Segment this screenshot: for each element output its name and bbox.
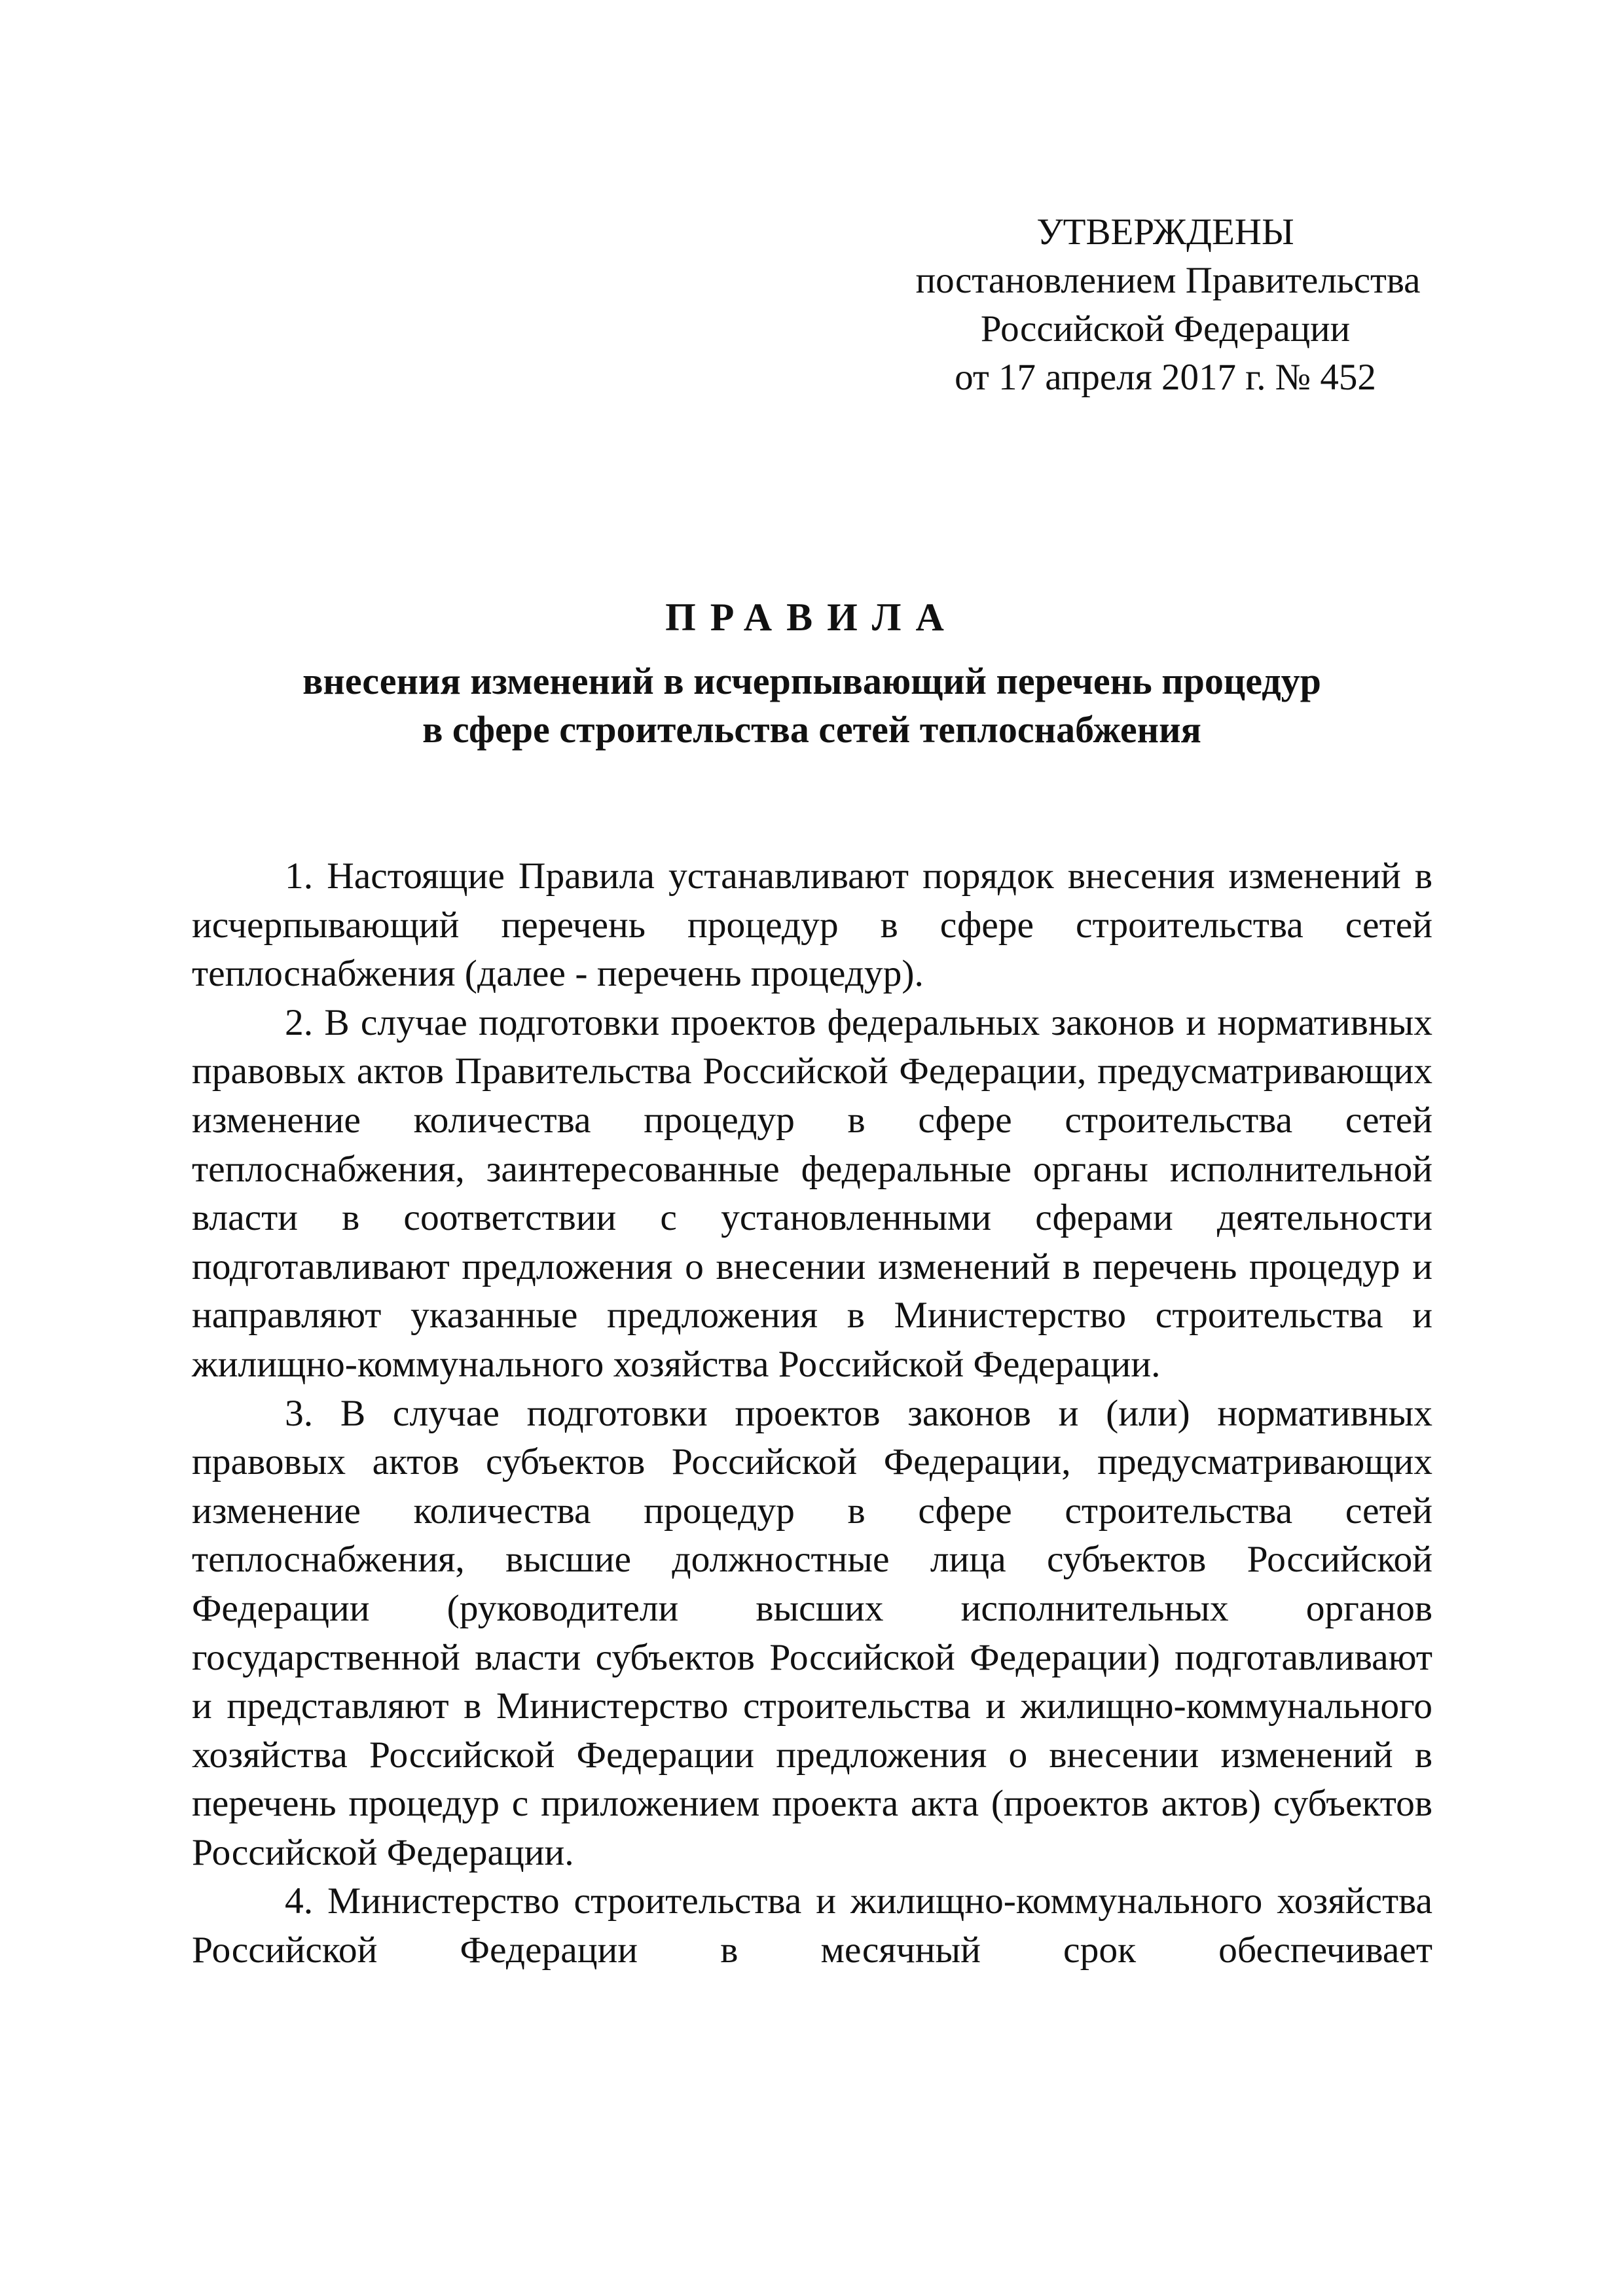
subtitle-line-1: внесения изменений в исчерпывающий перечень процедур [302, 660, 1321, 702]
document-body [192, 852, 1432, 1975]
approval-stamp [871, 208, 1460, 402]
approval-resolution: постановлением Правительства [915, 260, 1421, 301]
approval-government: Российской Федерации [980, 308, 1351, 350]
subtitle-line-2: в сфере строительства сетей теплоснабжения [422, 708, 1201, 751]
document-title: ПРАВИЛА [665, 596, 958, 639]
paragraph-1: 1. Настоящие Правила устанавливают порядок внесения изменений в исчерпывающий перечень процедур в сфере строительства сетей теплоснабжения (далее - перечень процедур). [192, 855, 1432, 995]
approval-date-number: от 17 апреля 2017 г. № 452 [955, 357, 1376, 398]
paragraph-3: 3. В случае подготовки проектов законов и (или) нормативных правовых актов субъектов Российской Федерации, предусматривающих изменение количества процедур в сфере строительства сетей теплоснабжения, высшие должностные лица субъектов Российской Федерации (руководители высших исполнительных органов государственной власти субъектов Российской Федерации) подготавливают и представляют в Министерство строительства и жилищно-коммунального хозяйства Российской Федерации предложения о внесении изменений в перечень процедур с приложением проекта акта (проектов актов) субъектов Российской Федерации. [192, 1392, 1432, 1873]
paragraph-4: 4. Министерство строительства и жилищно-коммунального хозяйства Российской Федерации в месячный срок обеспечивает [192, 1880, 1432, 1971]
paragraph-2: 2. В случае подготовки проектов федеральных законов и нормативных правовых актов Правительства Российской Федерации, предусматривающих изменение количества процедур в сфере строительства сетей теплоснабжения, заинтересованные федеральные органы исполнительной власти в соответствии с установленными сферами деятельности подготавливают предложения о внесении изменений в перечень процедур и направляют указанные предложения в Министерство строительства и жилищно-коммунального хозяйства Российской Федерации. [192, 1001, 1432, 1385]
document-subtitle [157, 657, 1467, 754]
approval-heading: УТВЕРЖДЕНЫ [1036, 211, 1294, 253]
